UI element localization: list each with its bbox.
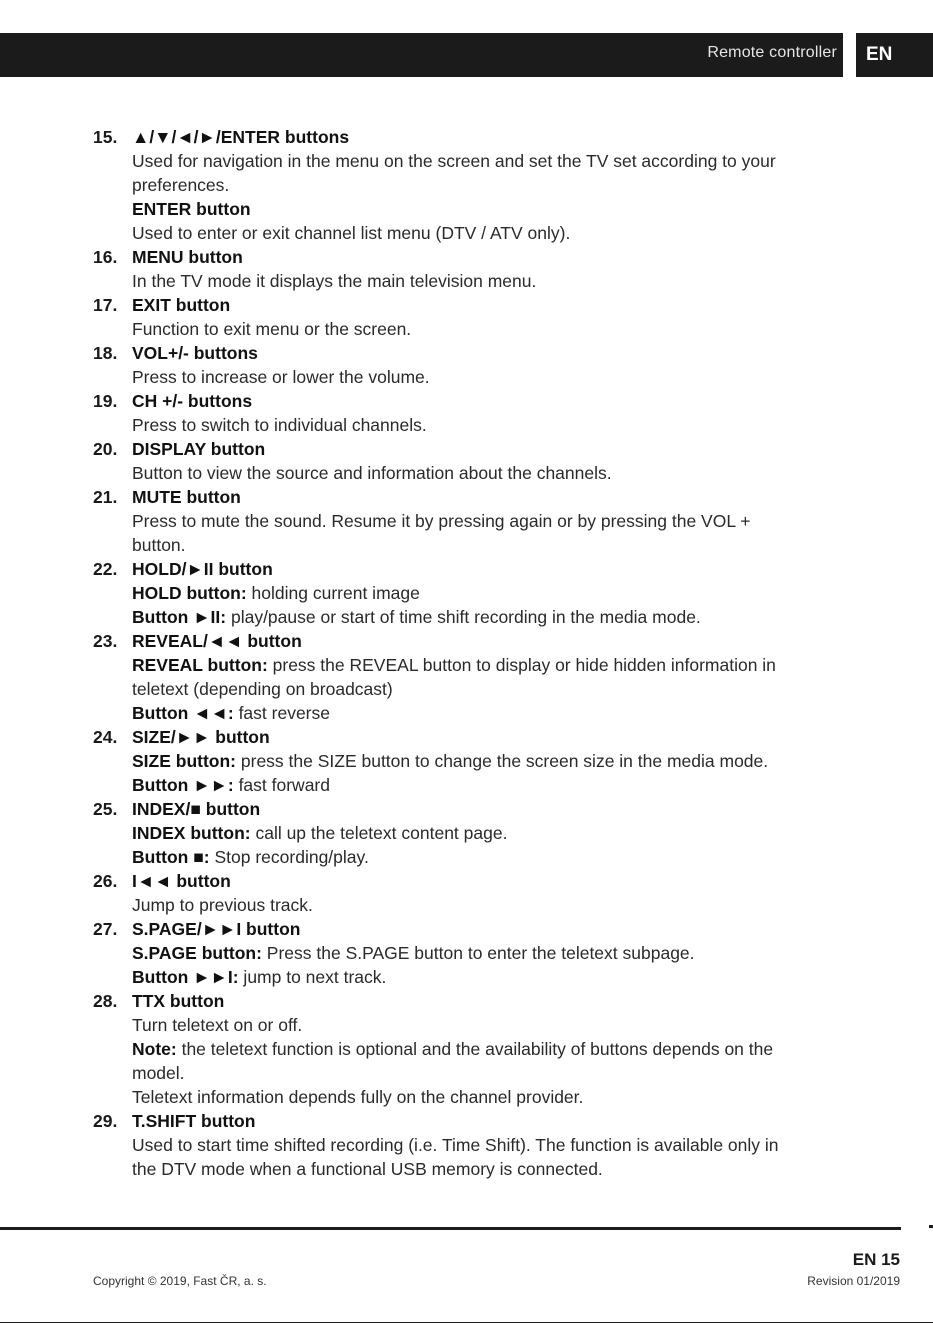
item-description — [132, 1157, 603, 1181]
item-description — [132, 173, 229, 197]
item-title: S.PAGE/►►I button — [132, 919, 301, 939]
item-title: CH +/- buttons — [132, 391, 253, 411]
description-text: Turn teletext on or off. — [132, 1015, 303, 1035]
item-description — [132, 821, 507, 845]
description-text: holding current image — [246, 583, 420, 603]
item-subheading: ENTER button — [132, 199, 251, 219]
inline-label: Button ◄◄: — [132, 703, 234, 723]
item-title: INDEX/■ button — [132, 799, 261, 819]
item-description — [132, 509, 751, 533]
inline-label: Button ►►I: — [132, 967, 239, 987]
inline-label: REVEAL button: — [132, 655, 268, 675]
item-description — [132, 221, 570, 245]
description-text: Jump to previous track. — [132, 895, 313, 915]
inline-label: Button ►►: — [132, 775, 234, 795]
item-title: EXIT button — [132, 295, 231, 315]
item-description — [132, 701, 330, 725]
description-text: Used for navigation in the menu on the screen and set the TV set according to your — [132, 151, 776, 171]
description-text: Button to view the source and information about the channels. — [132, 463, 612, 483]
item-description — [132, 533, 186, 557]
page-number: EN 15 — [852, 1250, 900, 1269]
section-title: Remote controller — [707, 44, 837, 61]
item-number: 27. — [93, 919, 118, 939]
item-number: 29. — [93, 1111, 118, 1131]
item-number: 16. — [93, 247, 118, 267]
description-text: jump to next track. — [238, 967, 387, 987]
description-text: teletext (depending on broadcast) — [132, 679, 393, 699]
description-text: Stop recording/play. — [209, 847, 369, 867]
item-description — [132, 581, 420, 605]
item-description — [132, 653, 776, 677]
item-number: 22. — [93, 559, 118, 579]
description-text: Used to enter or exit channel list menu (DTV / ATV only). — [132, 223, 571, 243]
item-title: HOLD/►II button — [132, 559, 273, 579]
item-title: T.SHIFT button — [132, 1111, 256, 1131]
description-text: In the TV mode it displays the main television menu. — [132, 271, 537, 291]
item-title: MUTE button — [132, 487, 241, 507]
description-text: model. — [132, 1063, 185, 1083]
item-description — [132, 1013, 302, 1037]
item-description — [132, 1037, 773, 1061]
description-text: button. — [132, 535, 186, 555]
description-text: Press to switch to individual channels. — [132, 415, 427, 435]
footer-divider-tick — [929, 1225, 933, 1228]
item-description — [132, 941, 695, 965]
item-description — [132, 845, 369, 869]
inline-label: HOLD button: — [132, 583, 247, 603]
inline-label: Button ■: — [132, 847, 210, 867]
item-description — [132, 1061, 185, 1085]
description-text: play/pause or start of time shift recording in the media mode. — [226, 607, 701, 627]
item-description — [132, 749, 768, 773]
item-description — [132, 317, 411, 341]
item-title: TTX button — [132, 991, 225, 1011]
item-number: 19. — [93, 391, 118, 411]
item-number: 26. — [93, 871, 118, 891]
item-description — [132, 365, 430, 389]
item-title: DISPLAY button — [132, 439, 266, 459]
item-number: 23. — [93, 631, 118, 651]
item-description — [132, 965, 386, 989]
description-text: call up the teletext content page. — [250, 823, 508, 843]
language-badge: EN — [856, 33, 933, 77]
item-number: 20. — [93, 439, 118, 459]
inline-label: Note: — [132, 1039, 177, 1059]
description-text: fast reverse — [233, 703, 330, 723]
bottom-divider — [0, 1322, 933, 1323]
footer-divider — [0, 1227, 901, 1230]
copyright-text: Copyright © 2019, Fast ČR, a. s. — [93, 1274, 267, 1288]
item-number: 18. — [93, 343, 118, 363]
item-description — [132, 893, 313, 917]
item-title: SIZE/►► button — [132, 727, 270, 747]
item-description — [132, 1085, 583, 1109]
inline-label: Button ►II: — [132, 607, 227, 627]
item-title: MENU button — [132, 247, 243, 267]
item-title: I◄◄ button — [132, 871, 231, 891]
description-text: fast forward — [233, 775, 330, 795]
description-text: Function to exit menu or the screen. — [132, 319, 412, 339]
inline-label: SIZE button: — [132, 751, 237, 771]
inline-label: S.PAGE button: — [132, 943, 262, 963]
item-description — [132, 677, 393, 701]
description-text: the teletext function is optional and the availability of buttons depends on the — [176, 1039, 774, 1059]
item-number: 25. — [93, 799, 118, 819]
description-text: press the SIZE button to change the screen size in the media mode. — [236, 751, 769, 771]
description-text: Used to start time shifted recording (i.e. Time Shift). The function is available only in — [132, 1135, 779, 1155]
inline-label: INDEX button: — [132, 823, 251, 843]
description-text: the DTV mode when a functional USB memory is connected. — [132, 1159, 603, 1179]
item-title: REVEAL/◄◄ button — [132, 631, 302, 651]
item-description — [132, 413, 427, 437]
item-description — [132, 773, 330, 797]
description-text: preferences. — [132, 175, 230, 195]
revision-text: Revision 01/2019 — [807, 1274, 900, 1288]
description-text: Press to mute the sound. Resume it by pressing again or by pressing the VOL + — [132, 511, 751, 531]
description-text: Press the S.PAGE button to enter the teletext subpage. — [261, 943, 695, 963]
item-description — [132, 1133, 779, 1157]
item-number: 21. — [93, 487, 118, 507]
item-title: VOL+/- buttons — [132, 343, 258, 363]
item-title: ▲/▼/◄/►/ENTER buttons — [132, 127, 350, 147]
item-number: 17. — [93, 295, 118, 315]
description-text: press the REVEAL button to display or hide hidden information in — [267, 655, 776, 675]
item-number: 24. — [93, 727, 118, 747]
item-description — [132, 461, 612, 485]
description-text: Press to increase or lower the volume. — [132, 367, 430, 387]
item-description — [132, 149, 776, 173]
description-text: Teletext information depends fully on the channel provider. — [132, 1087, 584, 1107]
item-description — [132, 605, 701, 629]
item-number: 28. — [93, 991, 118, 1011]
item-description — [132, 269, 536, 293]
item-number: 15. — [93, 127, 118, 147]
